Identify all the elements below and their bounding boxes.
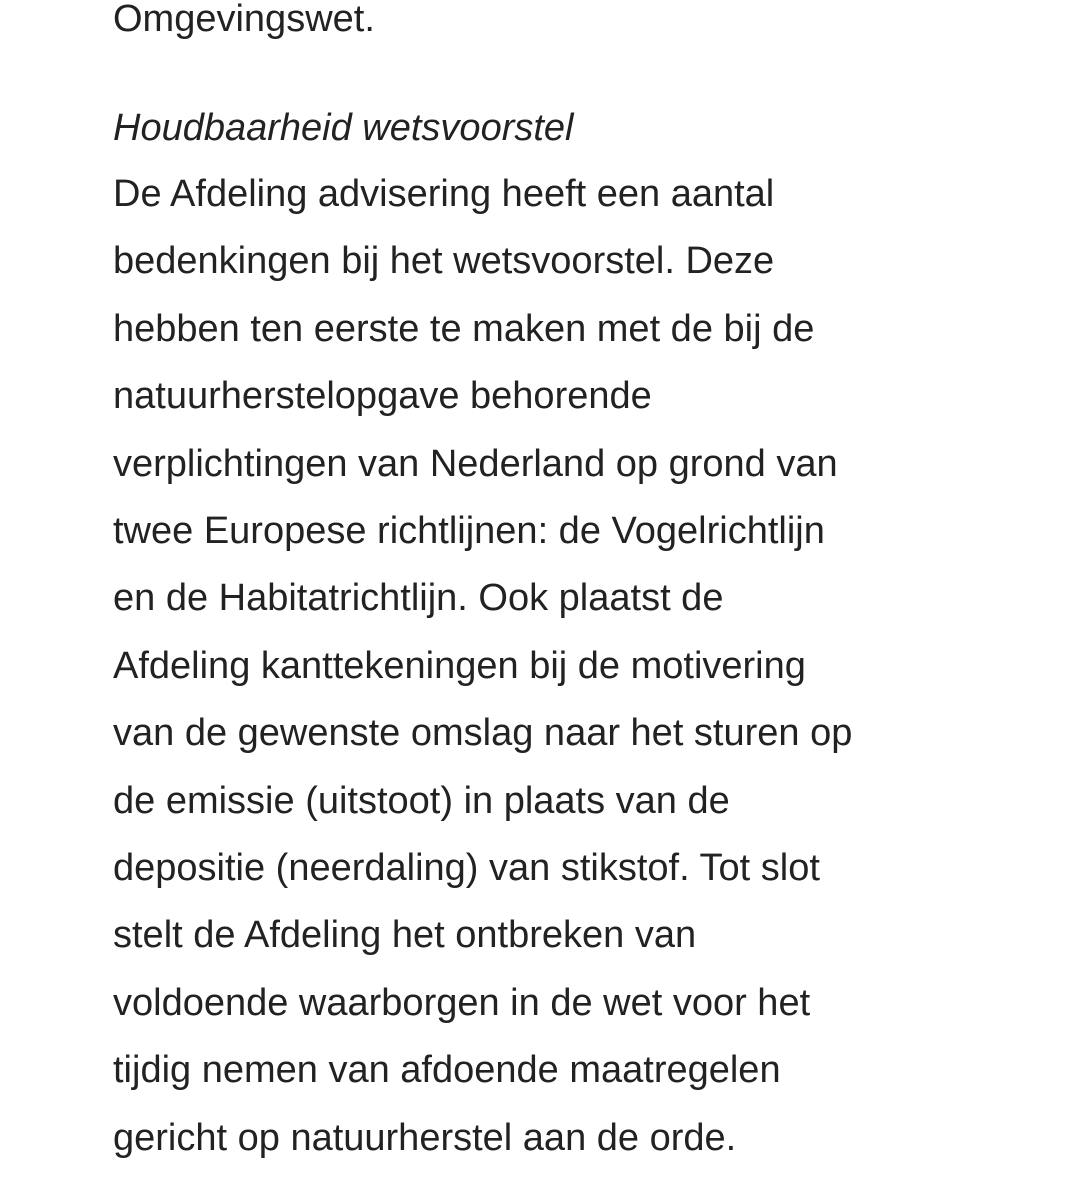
paragraph-line: voldoende waarborgen in de wet voor het [113, 981, 811, 1024]
body-paragraph [113, 161, 852, 1172]
section-heading: Houdbaarheid wetsvoorstel [113, 107, 574, 149]
paragraph-line: depositie (neerdaling) van stikstof. Tot slot [113, 847, 820, 890]
paragraph-line: hebben ten eerste te maken met de bij de [113, 307, 815, 350]
paragraph-line: van de gewenste omslag naar het sturen op [113, 712, 853, 755]
paragraph-line: stelt de Afdeling het ontbreken van [113, 914, 697, 957]
paragraph-line: natuurherstelopgave behorende [113, 375, 652, 418]
previous-paragraph-end: Omgevingswet. [113, 0, 375, 40]
paragraph-line: verplichtingen van Nederland op grond van [113, 442, 838, 485]
paragraph-line: tijdig nemen van afdoende maatregelen [113, 1049, 781, 1092]
paragraph-line: twee Europese richtlijnen: de Vogelrichtlijn [113, 510, 825, 553]
paragraph-line: en de Habitatrichtlijn. Ook plaatst de [113, 577, 724, 620]
paragraph-line: de emissie (uitstoot) in plaats van de [113, 779, 730, 822]
paragraph-line: De Afdeling advisering heeft een aantal [113, 173, 775, 215]
paragraph-line: gericht op natuurherstel aan de orde. [113, 1116, 737, 1159]
paragraph-line: bedenkingen bij het wetsvoorstel. Deze [113, 240, 775, 283]
paragraph-line: Afdeling kanttekeningen bij de motivering [113, 644, 806, 687]
